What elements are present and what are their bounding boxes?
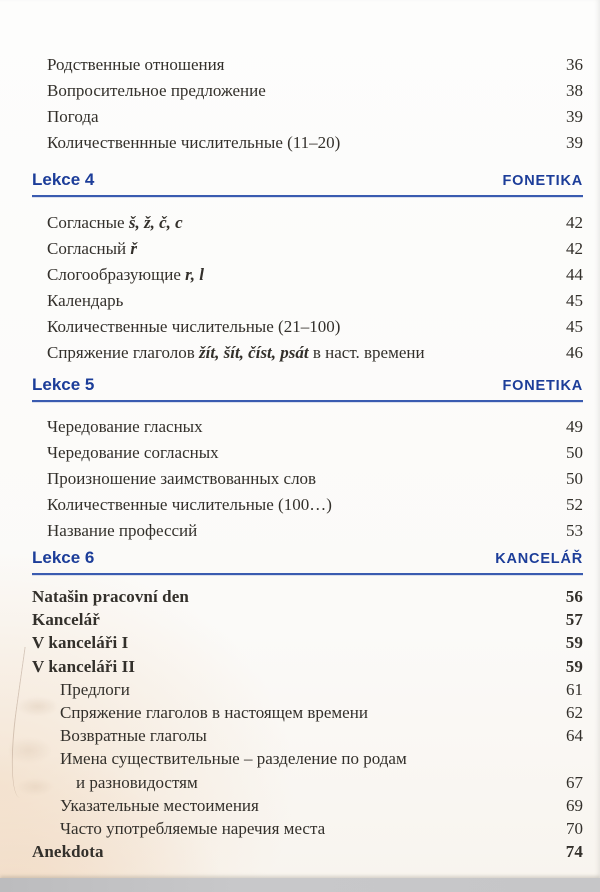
toc-entry-title bbox=[60, 724, 558, 747]
lesson-header bbox=[32, 170, 583, 197]
toc-entry bbox=[32, 585, 583, 608]
toc-entry-text-part: ř bbox=[130, 239, 138, 258]
lesson-topic-label: FONETIKA bbox=[502, 378, 583, 394]
toc-entry-text-part: Natašin pracovní den bbox=[32, 587, 189, 606]
toc-entry-text-part: Kancelář bbox=[32, 610, 100, 630]
toc-entry-text-part: в наст. времени bbox=[308, 343, 425, 362]
toc-entry-title bbox=[60, 817, 558, 840]
toc-entry bbox=[32, 655, 583, 678]
toc-entry-text-part: r, l bbox=[185, 265, 205, 284]
toc-entry-title bbox=[47, 314, 558, 340]
toc-entry-title bbox=[32, 608, 558, 631]
toc-entry-page-number: 42 bbox=[566, 239, 583, 258]
toc-entry bbox=[32, 794, 583, 817]
toc-entry-text-part: Возвратные глаголы bbox=[60, 726, 207, 746]
toc-entry bbox=[32, 608, 583, 631]
toc-entry-title bbox=[47, 518, 558, 544]
toc-entry-title bbox=[47, 52, 558, 78]
toc-entry-page-number: 50 bbox=[566, 443, 583, 462]
toc-entry-text-part: Чередование гласных bbox=[47, 417, 203, 436]
toc-entry-text-part: Родственные отношения bbox=[47, 55, 225, 74]
toc-entry-page-number: 45 bbox=[566, 317, 583, 336]
toc-entry-text-part: Вопросительное предложение bbox=[47, 81, 266, 100]
toc-entry-title bbox=[32, 631, 558, 654]
toc-entry-title bbox=[47, 466, 558, 492]
toc-entry-text-part: žít, šít, číst, psát bbox=[199, 343, 309, 362]
toc-entry-title bbox=[60, 747, 575, 770]
toc-entry-text-part: Чередование согласных bbox=[47, 443, 219, 462]
toc-entry-page-number: 52 bbox=[566, 495, 583, 514]
toc-entry bbox=[32, 236, 583, 262]
toc-entry bbox=[32, 78, 583, 104]
toc-entry bbox=[32, 440, 583, 466]
toc-entry-page-number: 69 bbox=[566, 795, 583, 815]
toc-entry-text-part: Количественные числительные (21–100) bbox=[47, 317, 341, 336]
toc-entry bbox=[32, 817, 583, 840]
toc-entry-title bbox=[47, 210, 558, 236]
toc-section bbox=[32, 548, 583, 863]
toc-entry-title bbox=[32, 655, 558, 678]
toc-entry-page-number: 39 bbox=[566, 133, 583, 152]
toc-entry-page-number: 38 bbox=[566, 81, 583, 100]
lesson-header bbox=[32, 548, 583, 575]
toc-entry-page-number: 70 bbox=[566, 819, 583, 839]
toc-entry-title bbox=[47, 262, 558, 288]
toc-entry-text-part: Согласный bbox=[47, 239, 131, 258]
toc-entry-page-number: 59 bbox=[565, 656, 583, 676]
toc-entry-text-part: Произношение заимствованных слов bbox=[47, 469, 317, 488]
toc-entry-text-part: Anekdota bbox=[32, 842, 104, 862]
toc-entry-text-part: V kanceláři II bbox=[32, 656, 136, 676]
lesson-number-label: Lekce 5 bbox=[32, 375, 95, 394]
toc-entry-page-number: 53 bbox=[566, 521, 583, 540]
toc-entry-page-number: 49 bbox=[566, 417, 583, 436]
toc-entry bbox=[32, 631, 583, 654]
toc-entry-title bbox=[47, 236, 558, 262]
toc-entry bbox=[32, 492, 583, 518]
toc-entry-page-number: 45 bbox=[566, 291, 583, 310]
toc-entry bbox=[32, 414, 583, 440]
toc-entry bbox=[32, 262, 583, 288]
toc-entry-title bbox=[60, 794, 558, 817]
toc-entry-text-part: V kanceláři I bbox=[32, 633, 129, 653]
lesson-topic-label: KANCELÁŘ bbox=[495, 551, 583, 567]
toc-entry bbox=[32, 340, 583, 366]
toc-section bbox=[32, 170, 583, 366]
toc-entry-text-part: Слогообразующие bbox=[47, 265, 186, 284]
toc-entry-page-number: 36 bbox=[566, 55, 583, 74]
toc-entry-text-part: Количественные числительные (100…) bbox=[47, 495, 332, 514]
toc-entry-text-part: Согласные bbox=[47, 213, 129, 232]
toc-entry-title bbox=[47, 104, 558, 130]
toc-entry-text-part: Часто употребляемые наречия места bbox=[60, 819, 326, 839]
toc-entry bbox=[32, 52, 583, 78]
toc-entry-title bbox=[47, 414, 558, 440]
toc-entry-text-part: Название профессий bbox=[47, 521, 198, 540]
toc-entry-text-part: Указательные местоимения bbox=[60, 795, 259, 815]
toc-entry-title bbox=[32, 585, 558, 608]
toc-entry-page-number: 74 bbox=[565, 842, 583, 862]
toc-entry-page-number: 64 bbox=[566, 726, 583, 746]
lesson-number-label: Lekce 4 bbox=[32, 170, 95, 189]
toc-entry bbox=[32, 466, 583, 492]
toc-entry-text-part: Календарь bbox=[47, 291, 124, 310]
toc-entry bbox=[32, 130, 583, 156]
toc-entry-text-part: Погода bbox=[47, 107, 99, 126]
toc-entry-page-number: 56 bbox=[565, 587, 583, 606]
toc-entry bbox=[32, 314, 583, 340]
toc-entry-page-number: 61 bbox=[566, 679, 583, 699]
toc-entry-text-part: Количественнные числительные (11–20) bbox=[47, 133, 341, 152]
toc-entry bbox=[32, 210, 583, 236]
toc-entry bbox=[32, 771, 583, 794]
toc-entry bbox=[32, 747, 583, 770]
toc-entry bbox=[32, 701, 583, 724]
photo-background-strip bbox=[0, 878, 600, 892]
toc-entry-title bbox=[32, 840, 558, 863]
toc-entry-title bbox=[60, 678, 558, 701]
toc-entry-page-number: 42 bbox=[566, 213, 583, 232]
toc-entry-page-number: 57 bbox=[565, 610, 583, 630]
toc-entry-title bbox=[47, 288, 558, 314]
toc-entry bbox=[32, 724, 583, 747]
toc-entry-title bbox=[76, 771, 558, 794]
toc-entry-text-part: Предлоги bbox=[60, 679, 130, 699]
toc-entry-text-part: Спряжение глаголов в настоящем времени bbox=[60, 703, 368, 723]
toc-entry bbox=[32, 678, 583, 701]
toc-entry bbox=[32, 104, 583, 130]
toc-entry-title bbox=[47, 340, 558, 366]
lesson-topic-label: FONETIKA bbox=[502, 173, 583, 189]
toc-section bbox=[32, 52, 583, 156]
toc-entry-title bbox=[47, 78, 558, 104]
toc-entry bbox=[32, 288, 583, 314]
lesson-header bbox=[32, 375, 583, 402]
toc-entry-page-number: 39 bbox=[566, 107, 583, 126]
toc-entry-text-part: Имена существительные – разделение по родам bbox=[60, 749, 407, 769]
toc-section bbox=[32, 375, 583, 544]
toc-entry-text-part: š, ž, č, c bbox=[128, 213, 183, 232]
toc-entry-page-number: 62 bbox=[566, 703, 583, 723]
toc-entry-page-number: 67 bbox=[566, 772, 583, 792]
toc-entry-text-part: и разновидостям bbox=[76, 772, 198, 792]
toc-entry bbox=[32, 518, 583, 544]
toc-entry-title bbox=[47, 440, 558, 466]
toc-entry-title bbox=[60, 701, 558, 724]
toc-entry-title bbox=[47, 130, 558, 156]
toc-entry bbox=[32, 840, 583, 863]
toc-entry-title bbox=[47, 492, 558, 518]
toc-entry-page-number: 44 bbox=[566, 265, 583, 284]
toc-entry-page-number: 50 bbox=[566, 469, 583, 488]
toc-entry-text-part: Спряжение глаголов bbox=[47, 343, 200, 362]
lesson-number-label: Lekce 6 bbox=[32, 548, 95, 567]
toc-entry-page-number: 59 bbox=[565, 633, 583, 653]
toc-entry-page-number: 46 bbox=[566, 343, 583, 362]
